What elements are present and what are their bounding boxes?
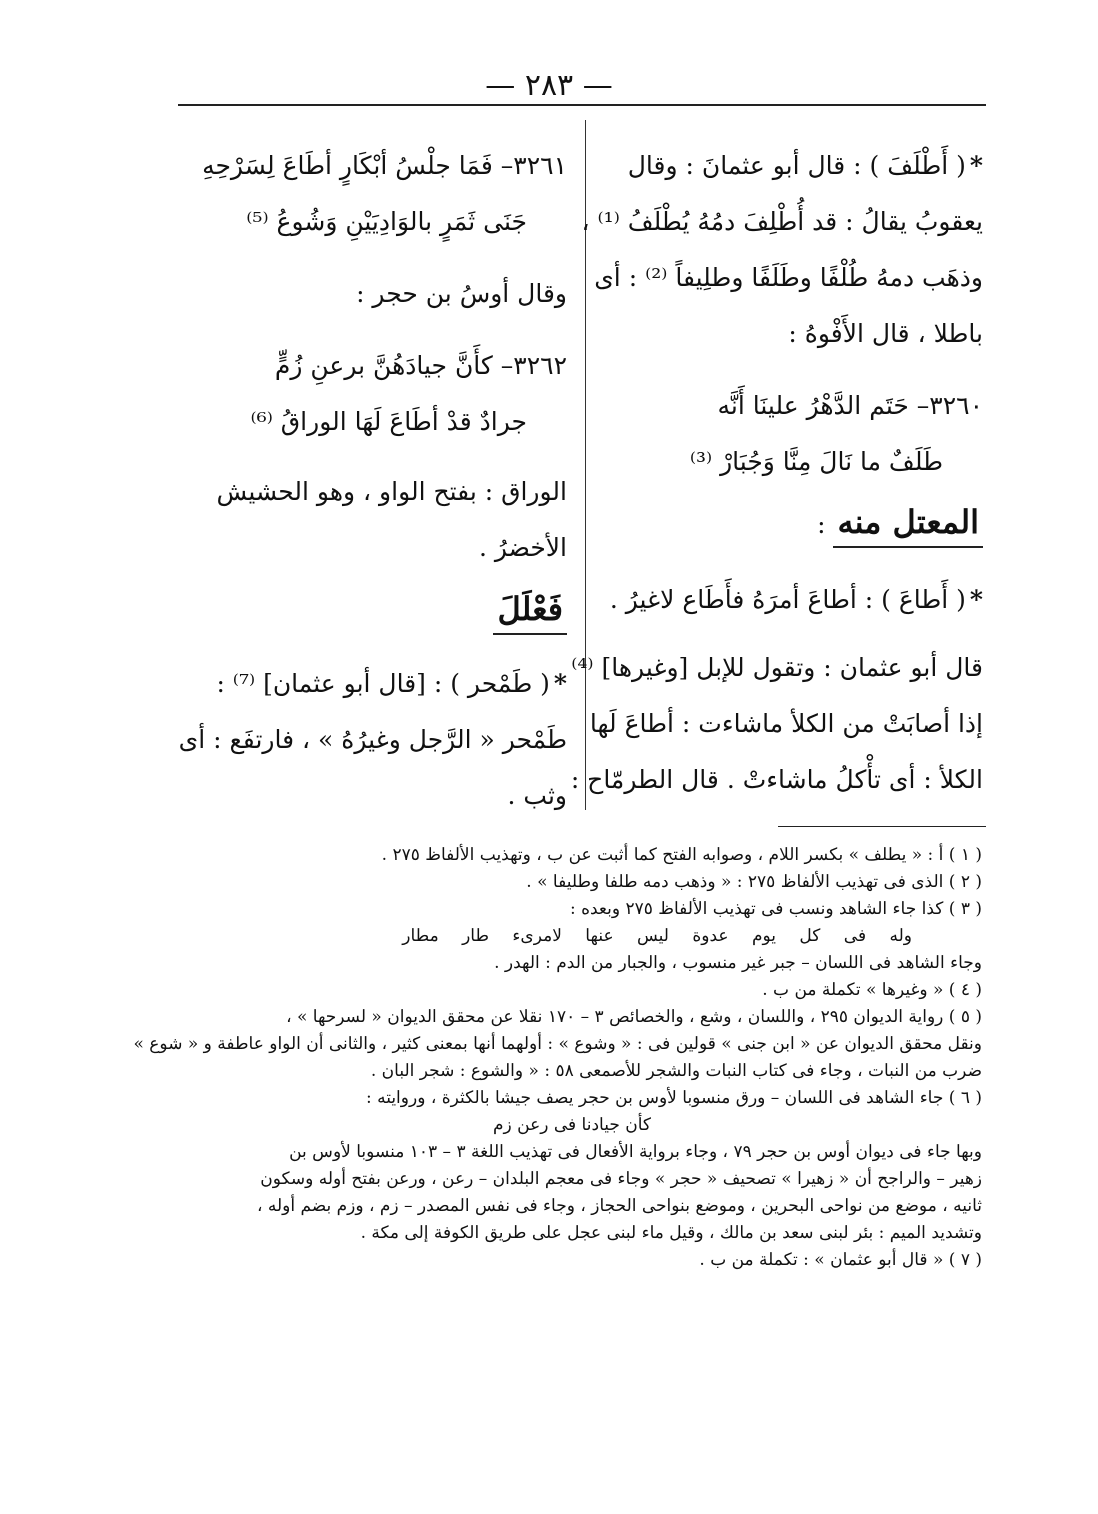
footnote-6: ( ٦ ) جاء الشاهد فى اللسان – ورق منسوبا لأوس بن حجر يصف جيشا بالكثرة ، وروايته : [365, 1088, 982, 1108]
left-column [162, 138, 567, 824]
footnote-6-cont-4: وتشديد الميم : بئر لبنى سعد بن مالك ، وقيل ماء لبنى عجل على طريق الكوفة إلى مكة . [360, 1223, 982, 1243]
entry-atlafa: *( أَطْلَفَ ) : قال أبو عثمانَ : وقال [627, 151, 983, 180]
entry-atlafa-line-4: باطلا ، قال الأَفْوهُ : [788, 319, 983, 348]
entry-tamhar-line-3: وثب . [507, 781, 567, 810]
footnote-7: ( ٧ ) « قال أبو عثمان » : تكملة من ب . [699, 1250, 982, 1270]
entry-ataa: *( أَطاعَ ) : أطاعَ أمرَهُ فأَطَاع لاغيرُ . [609, 585, 983, 614]
header-rule [178, 104, 986, 106]
footnote-5: ( ٥ ) رواية الديوان ٢٩٥ ، واللسان ، وشع ، والخصائص ٣ – ١٧٠ نقلا عن محقق الديوان « لسرحها » ، [286, 1007, 982, 1027]
entry-tamhar-line-2: طَمْحر « الرَّجل وغيرُهُ » ، فارتفَع : أى [178, 725, 567, 754]
spacer [162, 322, 567, 338]
entry-marker: * [553, 669, 567, 698]
verse-3262-second-hemistich: جرادٌ قدْ أطَاعَ لَهَا الوراقُ ⁽⁶⁾ [250, 407, 527, 436]
entry-ataa-line-3: إذا أصابَتْ من الكلأ ماشاءت : أطاعَ لَها [589, 709, 983, 738]
footnote-6-cont-1: وبها جاء فى ديوان أوس بن حجر ٧٩ ، وجاء برواية الأفعال فى تهذيب اللغة ٣ – ١٠٣ منسوبا لأوس بن [289, 1142, 982, 1162]
spacer [162, 250, 567, 266]
footnote-3-verse: وله فى كل يوم عدوة ليس عنها لامرىء طار مطار [402, 926, 912, 946]
footnote-rule [778, 826, 986, 827]
verse-3262-first-hemistich: ٣٢٦٢– كأَنَّ جيادَهُنَّ برعنِ زُمٍّ [274, 351, 567, 380]
footnote-3-cont: وجاء الشاهد فى اللسان – جبر غير منسوب ، والجبار من الدم : الهدر . [494, 953, 982, 973]
footnote-6-cont-3: ثانيه ، موضع من نواحى البحرين ، وموضع بنواحى الحجاز ، وجاء فى نفس المصدر – زم ، وزم بضم أوله ، [256, 1196, 982, 1216]
footnote-6-cont-2: زهير – والراجح أن « زهيرا » تصحيف « حجر » وجاء فى معجم البلدان – رعن ، ورعن بفتح أوله وسكون [260, 1169, 982, 1189]
footnote-6-verse: كأن جيادنا فى رعن زم [493, 1115, 651, 1135]
right-column [570, 138, 983, 808]
verse-3261-first-hemistich: ٣٢٦١– فَمَا جلْسُ أبْكَارٍ أطَاعَ لِسَرْحِهِ [202, 151, 567, 180]
footnote-1: ( ١ ) أ : « يطلف » بكسر اللام ، وصوابه الفتح كما أثبت عن ب ، وتهذيب الألفاظ ٢٧٥ . [381, 845, 982, 865]
entry-atlafa-line-3: وذهَب دمهُ طُلْفًا وطَلَفًا وطلِيفاً ⁽²⁾ : أى [594, 263, 983, 292]
section-heading-row: المعتل منه : [605, 490, 983, 560]
entry-atlafa-line-2: يعقوبُ يقالُ : قد أُطْلِفَ دمُهُ يُطْلَفُ ⁽¹⁾ ، [581, 207, 983, 236]
section-heading: المعتل منه [833, 498, 983, 548]
spacer [162, 648, 567, 656]
entry-marker: * [969, 151, 983, 180]
footnotes [133, 842, 982, 1274]
footnote-4: ( ٤ ) « وغيرها » تكملة من ب . [762, 980, 982, 1000]
pattern-heading-row [162, 576, 567, 648]
footnote-5-cont-2: ضرب من النبات ، وجاء فى كتاب النبات والشجر للأصمعى ٥٨ : « والشوع : شجر البان . [370, 1061, 982, 1081]
spacer [162, 450, 567, 464]
footnote-5-cont-1: ونقل محقق الديوان عن « ابن جنى » قولين فى : « وشوع » : أولهما أنها بمعنى كثير ، والثانى أن الواو عاطفة و « شوع » [133, 1034, 982, 1054]
footnote-3: ( ٣ ) كذا جاء الشاهد ونسب فى تهذيب الألفاظ ٢٧٥ وبعده : [569, 899, 982, 919]
pattern-heading: فَعْلَلَ [493, 585, 567, 635]
page-number: — ٢٨٣ — [485, 68, 613, 103]
entry-tamhar: *( طَمْحر ) : [قال أبو عثمان] ⁽⁷⁾ : [216, 669, 567, 698]
verse-3260-first-hemistich: ٣٢٦٠– حَتَم الدَّهْرُ علينَا أَنَّه [717, 391, 983, 420]
intro-aws: وقال أوسُ بن حجر : [356, 279, 567, 308]
spacer [605, 628, 983, 640]
entry-ataa-line-4: الكلأ : أى تأْكلُ ماشاءتْ . قال الطرمّاح : [570, 765, 983, 794]
gloss-wiraq: الوراق : بفتح الواو ، وهو الحشيش [216, 477, 567, 506]
entry-ataa-line-2: قال أبو عثمان : وتقول للإبل [وغيرها] ⁽⁴⁾ [571, 653, 983, 682]
verse-3261-second-hemistich: جَنَى ثَمَرٍ بالوَادِيَيْنِ وَشُوعُ ⁽⁵⁾ [246, 207, 527, 236]
spacer [605, 362, 983, 378]
verse-3260-second-hemistich: طَلَفٌ ما نَالَ مِنَّا وَجُبَارْ ⁽³⁾ [689, 447, 943, 476]
footnote-2: ( ٢ ) الذى فى تهذيب الألفاظ ٢٧٥ : « وذهب دمه طلفا وطليفا » . [526, 872, 982, 892]
entry-marker: * [969, 585, 983, 614]
gloss-wiraq-line-2: الأخضرُ . [478, 533, 567, 562]
spacer [605, 560, 983, 572]
